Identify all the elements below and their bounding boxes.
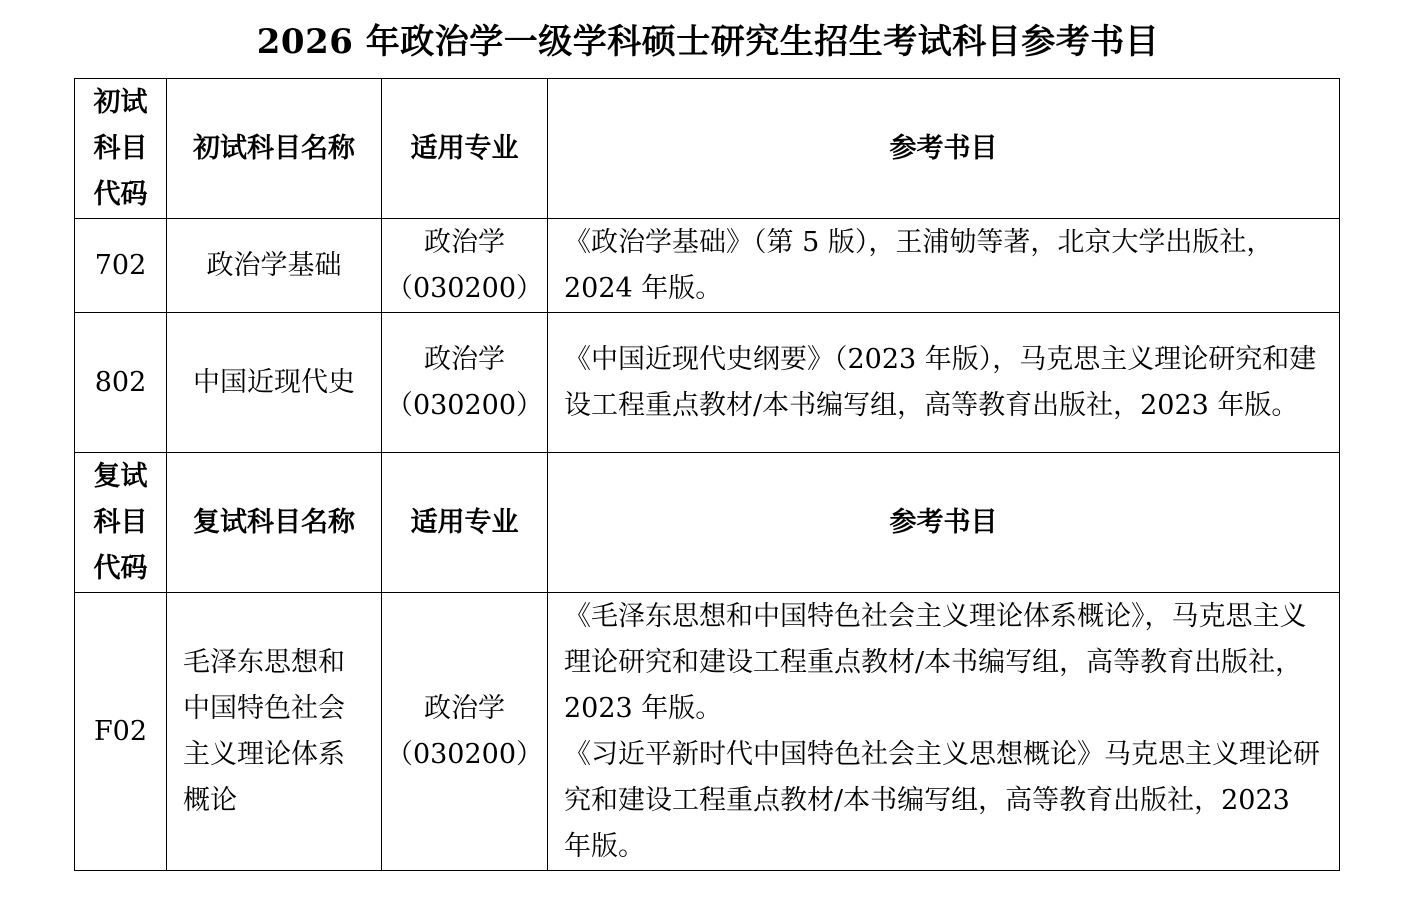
first-exam-books-header: 参考书目 xyxy=(548,79,1340,219)
reference-books: 《政治学基础》（第 5 版），王浦劬等著，北京大学出版社，2024 年版。 xyxy=(548,219,1340,313)
major-name: 政治学 xyxy=(424,226,505,258)
reference-book-2: 《习近平新时代中国特色社会主义思想概论》马克思主义理论研究和建设工程重点教材/本书编写组，高等教育出版社，2023 年版。 xyxy=(564,738,1320,862)
subject-name: 政治学基础 xyxy=(167,219,382,313)
subject-name: 中国近现代史 xyxy=(167,313,382,453)
major-name: 政治学 xyxy=(424,343,505,375)
retest-books-header: 参考书目 xyxy=(548,453,1340,593)
major-code: （030200） xyxy=(385,738,544,770)
page-title: 2026 年政治学一级学科硕士研究生招生考试科目参考书目 xyxy=(256,22,1160,62)
applicable-major xyxy=(382,219,548,313)
reference-book-1: 《毛泽东思想和中国特色社会主义理论体系概论》，马克思主义理论研究和建设工程重点教材/本书编写组，高等教育出版社，2023 年版。 xyxy=(564,600,1307,724)
subject-code: 702 xyxy=(75,219,167,313)
retest-major-header: 适用专业 xyxy=(382,453,548,593)
reference-books: 《中国近现代史纲要》（2023 年版），马克思主义理论研究和建设工程重点教材/本书编写组，高等教育出版社，2023 年版。 xyxy=(548,313,1340,453)
subject-name: 毛泽东思想和中国特色社会主义理论体系概论 xyxy=(167,593,382,871)
subject-code: 802 xyxy=(75,313,167,453)
retest-code-header: 复试科目代码 xyxy=(75,453,167,593)
table-row xyxy=(75,219,1340,313)
first-exam-name-header: 初试科目名称 xyxy=(167,79,382,219)
major-code: （030200） xyxy=(385,389,544,421)
first-exam-header-row xyxy=(75,79,1340,219)
applicable-major xyxy=(382,593,548,871)
major-name: 政治学 xyxy=(424,692,505,724)
retest-name-header: 复试科目名称 xyxy=(167,453,382,593)
reference-books xyxy=(548,593,1340,871)
retest-header-row xyxy=(75,453,1340,593)
exam-reference-table xyxy=(74,78,1340,871)
subject-code: F02 xyxy=(75,593,167,871)
table-row xyxy=(75,313,1340,453)
first-exam-code-header: 初试科目代码 xyxy=(75,79,167,219)
major-code: （030200） xyxy=(385,272,544,304)
applicable-major xyxy=(382,313,548,453)
first-exam-major-header: 适用专业 xyxy=(382,79,548,219)
table-row xyxy=(75,593,1340,871)
